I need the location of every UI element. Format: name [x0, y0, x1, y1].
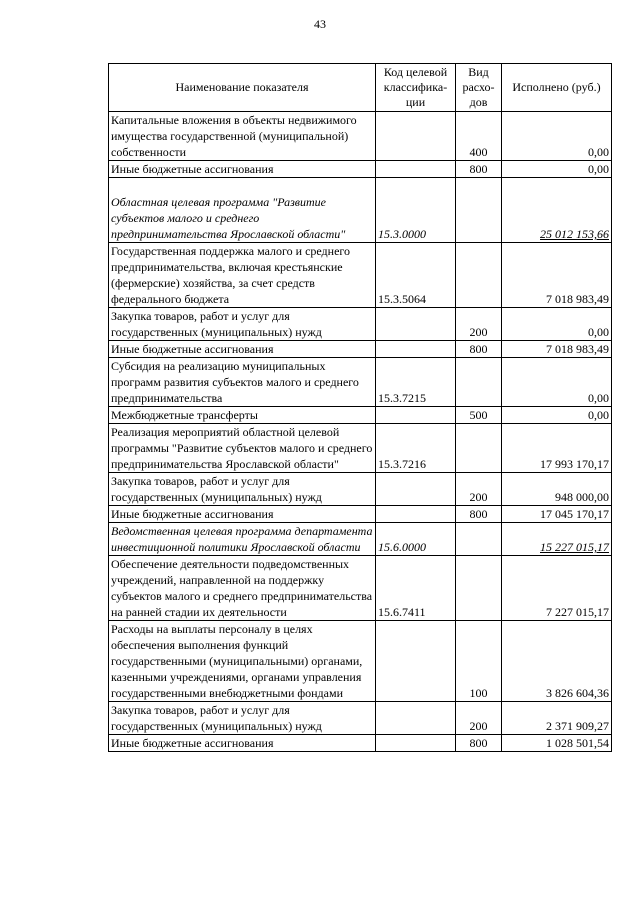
row-name-cell: Закупка товаров, работ и услуг для государственных (муниципальных) нужд [109, 308, 376, 341]
table-row [109, 506, 612, 523]
header-sum: Исполнено (руб.) [502, 64, 612, 112]
row-sum-cell: 2 371 909,27 [502, 702, 612, 735]
row-name-cell: Закупка товаров, работ и услуг для государственных (муниципальных) нужд [109, 473, 376, 506]
row-name-cell: Обеспечение деятельности подведомственных учреждений, направленной на поддержку субъектов малого и среднего предпринимательства на ранней стадии их деятельности [109, 556, 376, 621]
row-sum-cell [502, 523, 612, 556]
row-kind-cell [456, 243, 502, 308]
row-sum-cell [502, 178, 612, 243]
row-sum-cell: 0,00 [502, 308, 612, 341]
row-code-cell [376, 473, 456, 506]
row-kind-cell: 400 [456, 112, 502, 161]
row-kind-cell [456, 556, 502, 621]
row-kind-cell [456, 178, 502, 243]
row-sum-cell: 948 000,00 [502, 473, 612, 506]
row-code-cell [376, 735, 456, 752]
row-code-cell [376, 112, 456, 161]
row-name-cell: Иные бюджетные ассигнования [109, 161, 376, 178]
row-code-cell [376, 407, 456, 424]
row-code-cell: 15.3.7216 [376, 424, 456, 473]
header-code: Код целевой классифика-ции [376, 64, 456, 112]
row-kind-cell: 800 [456, 735, 502, 752]
table-row [109, 358, 612, 407]
row-kind-cell: 800 [456, 161, 502, 178]
table-row [109, 702, 612, 735]
header-kind: Вид расхо-дов [456, 64, 502, 112]
budget-table [108, 63, 612, 752]
row-name-cell: Реализация мероприятий областной целевой программы "Развитие субъектов малого и среднего предпринимательства Ярославской области" [109, 424, 376, 473]
table-row [109, 178, 612, 243]
table-row [109, 308, 612, 341]
table-body [109, 112, 612, 752]
row-sum-cell: 17 045 170,17 [502, 506, 612, 523]
table-row [109, 161, 612, 178]
row-kind-cell [456, 523, 502, 556]
row-sum-cell: 0,00 [502, 358, 612, 407]
row-kind-cell: 500 [456, 407, 502, 424]
row-name-cell: Государственная поддержка малого и среднего предпринимательства, включая крестьянские (фермерские) хозяйства, за счет средств федерального бюджета [109, 243, 376, 308]
row-sum-cell: 7 018 983,49 [502, 341, 612, 358]
program-sum-value: 15 227 015,17 [540, 540, 609, 554]
row-code-cell: 15.3.5064 [376, 243, 456, 308]
row-sum-cell: 0,00 [502, 112, 612, 161]
table-row [109, 473, 612, 506]
row-code-cell: 15.6.0000 [376, 523, 456, 556]
row-sum-cell: 0,00 [502, 407, 612, 424]
row-code-cell [376, 506, 456, 523]
row-sum-cell: 0,00 [502, 161, 612, 178]
row-code-cell [376, 161, 456, 178]
row-sum-cell: 1 028 501,54 [502, 735, 612, 752]
row-code-cell: 15.3.7215 [376, 358, 456, 407]
row-name-cell: Ведомственная целевая программа департамента инвестиционной политики Ярославской области [109, 523, 376, 556]
row-kind-cell: 100 [456, 621, 502, 702]
header-name: Наименование показателя [109, 64, 376, 112]
row-name-cell: Капитальные вложения в объекты недвижимого имущества государственной (муниципальной) собственности [109, 112, 376, 161]
program-sum-value: 25 012 153,66 [540, 227, 609, 241]
table-header-row [109, 64, 612, 112]
row-sum-cell: 3 826 604,36 [502, 621, 612, 702]
table-row [109, 621, 612, 702]
row-code-cell: 15.3.0000 [376, 178, 456, 243]
row-kind-cell [456, 424, 502, 473]
row-code-cell [376, 308, 456, 341]
row-code-cell [376, 341, 456, 358]
row-kind-cell: 800 [456, 341, 502, 358]
row-code-cell: 15.6.7411 [376, 556, 456, 621]
row-kind-cell: 200 [456, 702, 502, 735]
table-row [109, 407, 612, 424]
table-row [109, 735, 612, 752]
row-sum-cell: 7 227 015,17 [502, 556, 612, 621]
table-row [109, 112, 612, 161]
row-name-cell: Иные бюджетные ассигнования [109, 735, 376, 752]
table-row [109, 523, 612, 556]
row-name-cell: Иные бюджетные ассигнования [109, 506, 376, 523]
row-kind-cell: 800 [456, 506, 502, 523]
row-name-cell: Расходы на выплаты персоналу в целях обеспечения выполнения функций государственными (муниципальными) органами, казенными учреждениями, органами управления государственными внебюджетными фондами [109, 621, 376, 702]
page-number: 43 [314, 17, 326, 31]
row-name-cell: Иные бюджетные ассигнования [109, 341, 376, 358]
row-sum-cell: 17 993 170,17 [502, 424, 612, 473]
row-kind-cell: 200 [456, 473, 502, 506]
row-name-cell: Межбюджетные трансферты [109, 407, 376, 424]
table-row [109, 424, 612, 473]
row-code-cell [376, 702, 456, 735]
table-row [109, 243, 612, 308]
row-name-cell: Закупка товаров, работ и услуг для государственных (муниципальных) нужд [109, 702, 376, 735]
row-kind-cell: 200 [456, 308, 502, 341]
row-name-cell: Субсидия на реализацию муниципальных программ развития субъектов малого и среднего предпринимательства [109, 358, 376, 407]
row-sum-cell: 7 018 983,49 [502, 243, 612, 308]
table-row [109, 341, 612, 358]
row-code-cell [376, 621, 456, 702]
row-name-cell: Областная целевая программа "Развитие субъектов малого и среднего предпринимательства Ярославской области" [109, 178, 376, 243]
row-kind-cell [456, 358, 502, 407]
table-row [109, 556, 612, 621]
